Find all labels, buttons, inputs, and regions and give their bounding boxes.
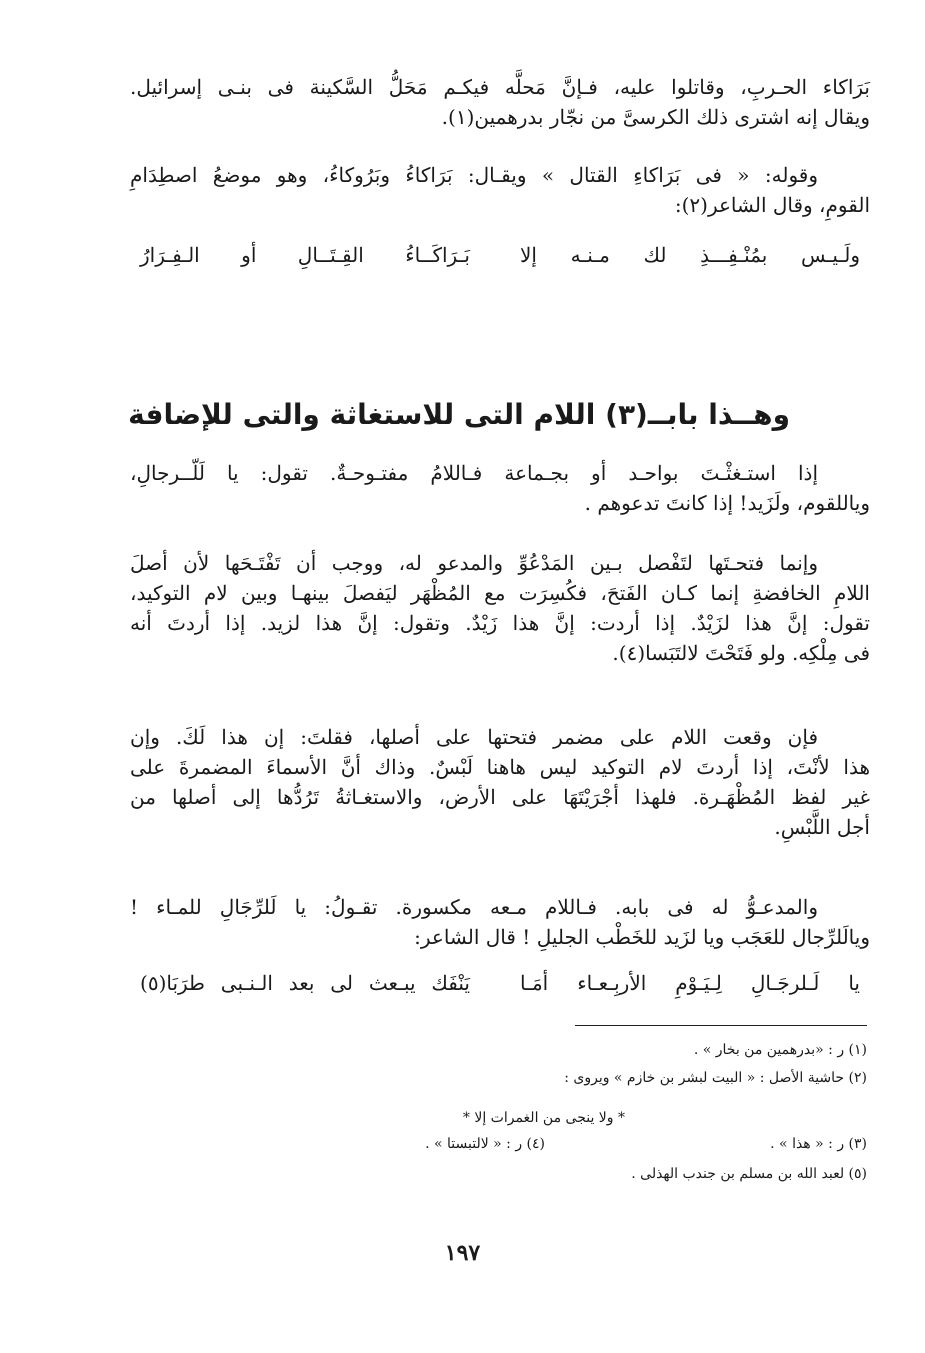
paragraph-qawluhu (130, 160, 870, 220)
paragraph-madu-lahu (130, 892, 870, 952)
verse-second-hemistich: بَـرَاكَــاءُ القِـتَــالِ أو الـفِـرَارُ (140, 243, 470, 267)
paragraph-continuation (130, 72, 870, 132)
text-line: بَرَاكاء الحـربِ، وقاتلوا عليه، فـإنَّ مَحلَّه فيكـم مَحَلُّ السَّكينة فى بنـى إسرائيل. (130, 75, 870, 99)
text-line: ويالَلرِّجال للعَجَب ويا لزَيد للخَطْب الجليلِ ! قال الشاعر: (414, 925, 870, 949)
footnote-separator (575, 1025, 867, 1026)
footnote-5: (٥) لعبد الله بن مسلم بن جندب الهذلى . (631, 1166, 867, 1182)
footnote-2-verse: * ولا ينجى من الغمرات إلا * (462, 1110, 625, 1126)
poetry-verse (140, 966, 860, 1000)
text-line: ويقال إنه اشترى ذلك الكرسىَّ من نجّار بدرهمين(١). (441, 105, 870, 129)
verse-first-hemistich: ولَـيـس بمُنْـفِـــذِ لك مـنـه إلا (520, 243, 860, 267)
text-line: وقوله: « فى بَرَاكاءِ القتال » ويقـال: بَرَاكاءُ وبَرُوكاءُ، وهو موضعُ اصطِدَامِ (130, 163, 818, 187)
text-line: وإنما فتحـتَها لتَفْصل بـين المَدْعُوِّ والمدعو له، ووجب أن تَفْتَـحَها لأن أصلَ (130, 551, 818, 575)
footnote-1: (١) ر : «بدرهمين من بخار » . (693, 1042, 867, 1058)
footnote-3: (٣) ر : « هذا » . (770, 1136, 867, 1152)
paragraph-istighatha (130, 458, 870, 518)
paragraph-mudmar (130, 722, 870, 842)
text-line: غير لفظ المُظْهَـرة. فلهذا أجْرَيْتَهَا على الأرض، والاستغـاثةُ تَرُدُّها إلى أصلها من (130, 785, 870, 809)
page-number: ١٩٧ (444, 1240, 481, 1266)
text-line: فإن وقعت اللام على مضمر فتحتها على أصلها، فقلتَ: إن هذا لَكَ. وإن (130, 725, 818, 749)
text-line: فى مِلْكِه. ولو فَتَحْتَ لالتَبَسا(٤). (612, 641, 870, 665)
paragraph-fath-reason (130, 548, 870, 668)
chapter-heading: وهــذا بابــ(٣) اللام التى للاستغاثة والتى للإضافة (128, 398, 790, 431)
poetry-verse (140, 238, 860, 272)
text-line: والمدعـوُّ له فى بابه. فـاللام مـعه مكسورة. تقـولُ: يا لَلرِّجَالِ للمـاء ! (130, 895, 818, 919)
footnote-2: (٢) حاشية الأصل : « البيت لبشر بن خازم » ويروى : (564, 1070, 867, 1086)
text-line: اللامِ الخافضةِ إنما كـان الفَتحَ، فكُسِرَت مع المُظْهَر ليَفصلَ بينهـا وبين لام التوكيد، (130, 581, 870, 605)
text-line: وياللقوم، ولَزَيد! إذا كانتَ تدعوهم . (584, 491, 870, 515)
text-line: أجل اللَّبْسِ. (774, 815, 870, 839)
verse-first-hemistich: يا لَـلرجَـالِ لِـيَـوْمِ الأربِـعـاء أمَـا (520, 971, 860, 995)
text-line: هذا لأنْتَ، إذا أردتَ لام التوكيد ليس هاهنا لَبْسٌ. وذاك أنَّ الأسماءَ المضمرةَ على (130, 755, 870, 779)
footnote-4: (٤) ر : « لالتبستا » . (425, 1136, 545, 1152)
text-line: القومِ، وقال الشاعر(٢): (674, 193, 870, 217)
text-line: تقول: إنَّ هذا لزَيْدٌ. إذا أردت: إنَّ هذا زَيْدٌ. وتقول: إنَّ هذا لزيد. إذا أردتَ أنه (130, 611, 870, 635)
text-line: إذا استـغثْـتَ بواحـد أو بجـماعة فـاللامُ مفتـوحـةٌ. تقول: يا لَلّــرجالِ، (130, 461, 818, 485)
verse-second-hemistich: يَنْفَك يبـعث لى بعد الـنـبى طرَبَا(٥) (140, 971, 470, 995)
